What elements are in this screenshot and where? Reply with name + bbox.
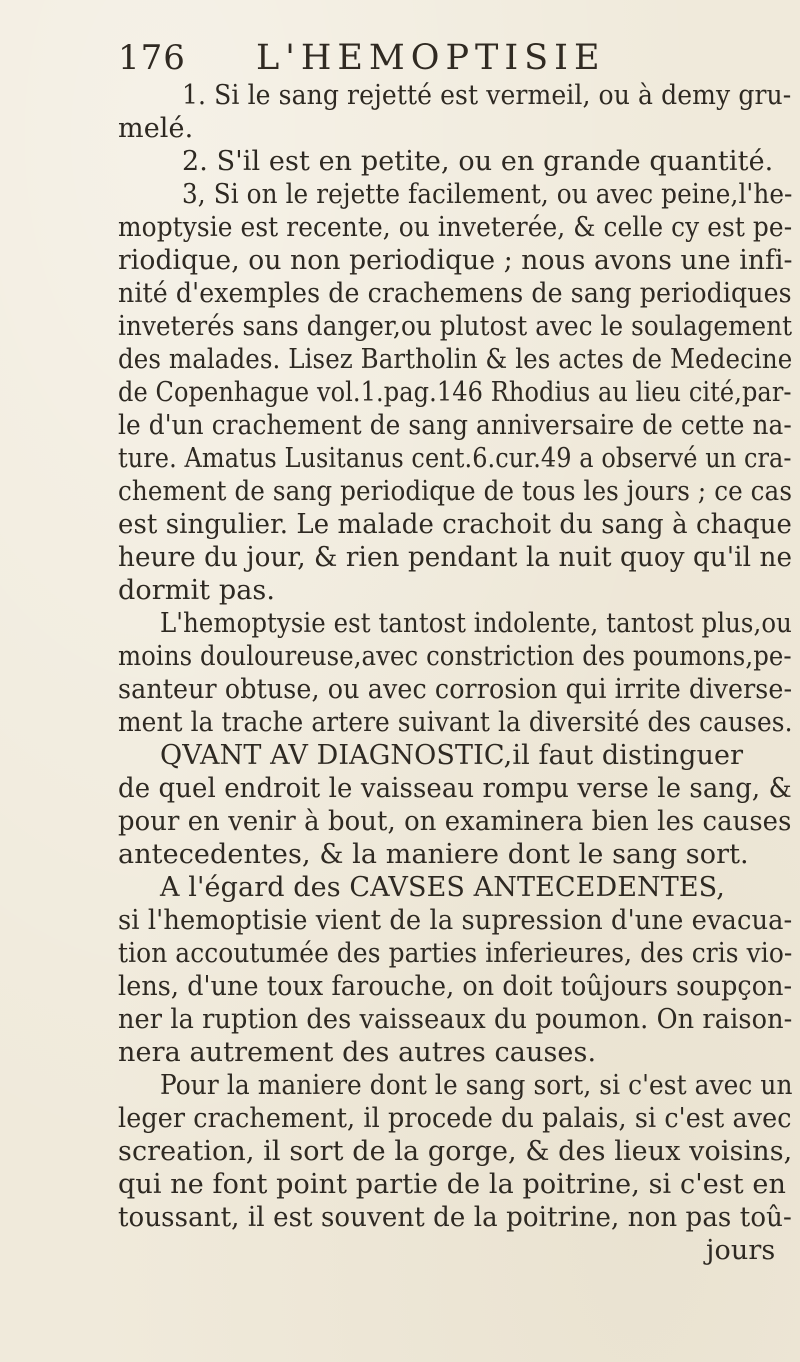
text-line: de Copenhague vol.1.pag.146 Rhodius au lieu cité,par- [118, 377, 792, 408]
text-line: est singulier. Le malade crachoit du sang à chaque [118, 509, 792, 540]
text-line: nera autrement des autres causes. [118, 1037, 597, 1068]
text-line: 3, Si on le rejette facilement, ou avec peine,l'he- [182, 179, 793, 210]
page-number: 176 [118, 38, 186, 78]
text-line: ture. Amatus Lusitanus cent.6.cur.49 a observé un cra- [118, 443, 792, 474]
text-line: A l'égard des CAVSES ANTECEDENTES, [160, 872, 725, 903]
running-head: L'HEMOPTISIE [256, 38, 606, 78]
text-line: melé. [118, 113, 194, 144]
text-line: nité d'exemples de crachemens de sang periodiques [118, 278, 792, 309]
text-line: qui ne font point partie de la poitrine, si c'est en [118, 1169, 786, 1200]
text-line: ment la trache artere suivant la diversité des causes. [118, 707, 793, 738]
text-line: de quel endroit le vaisseau rompu verse le sang, & [118, 773, 792, 804]
text-line: heure du jour, & rien pendant la nuit quoy qu'il ne [118, 542, 793, 573]
text-line: screation, il sort de la gorge, & des lieux voisins, [118, 1136, 793, 1167]
text-line: QVANT AV DIAGNOSTIC,il faut distinguer [160, 740, 744, 771]
text-line: L'hemoptysie est tantost indolente, tantost plus,ou [160, 608, 792, 639]
text-line: chement de sang periodique de tous les jours ; ce cas [118, 476, 793, 507]
text-line: riodique, ou non periodique ; nous avons une infi- [118, 245, 793, 276]
text-line: 1. Si le sang rejetté est vermeil, ou à demy gru- [182, 80, 792, 111]
catchword: jours [706, 1235, 776, 1266]
text-line: le d'un crachement de sang anniversaire de cette na- [118, 410, 792, 441]
text-line: dormit pas. [118, 575, 276, 606]
text-line: ner la ruption des vaisseaux du poumon. On raison- [118, 1004, 793, 1035]
text-line: moins douloureuse,avec constriction des poumons,pe- [118, 641, 792, 672]
text-line: 2. S'il est en petite, ou en grande quantité. [182, 146, 774, 177]
text-line: santeur obtuse, ou avec corrosion qui irrite diverse- [118, 674, 793, 705]
text-line: toussant, il est souvent de la poitrine, non pas toû- [118, 1202, 792, 1233]
text-line: tion accoutumée des parties inferieures, des cris vio- [118, 938, 793, 969]
text-line: inveterés sans danger,ou plutost avec le soulagement [118, 311, 793, 342]
text-line: des malades. Lisez Bartholin & les actes de Medecine [118, 344, 793, 375]
text-line: pour en venir à bout, on examinera bien les causes [118, 806, 792, 837]
text-line: leger crachement, il procede du palais, si c'est avec [118, 1103, 792, 1134]
text-line: antecedentes, & la maniere dont le sang sort. [118, 839, 749, 870]
text-line: lens, d'une toux farouche, on doit toûjours soupçon- [118, 971, 793, 1002]
text-line: moptysie est recente, ou inveterée, & celle cy est pe- [118, 212, 793, 243]
text-line: Pour la maniere dont le sang sort, si c'est avec un [160, 1070, 793, 1101]
text-line: si l'hemoptisie vient de la supression d'une evacua- [118, 905, 793, 936]
